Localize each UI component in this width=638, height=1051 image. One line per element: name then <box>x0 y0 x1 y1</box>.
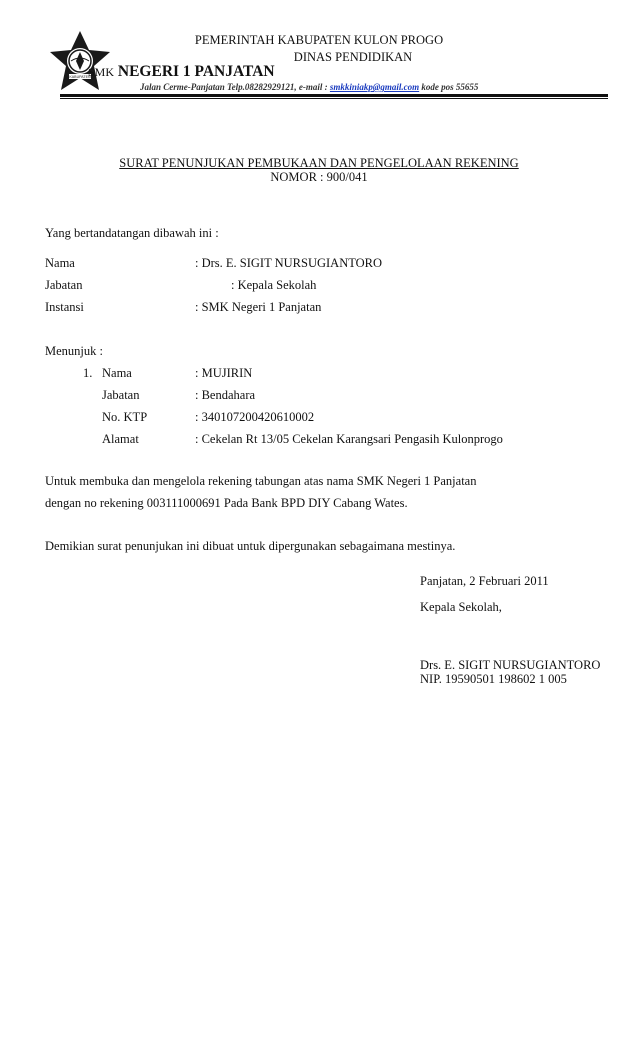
letterhead-rule-thick <box>60 94 608 97</box>
address-text: Jalan Cerme-Panjatan Telp.08282929121, e-mail : <box>140 82 328 92</box>
signer-agency-label: Instansi <box>45 300 84 314</box>
appoints-text: Menunjuk : <box>45 344 103 358</box>
postal-code: kode pos 55655 <box>421 82 479 92</box>
signer-position-value: : Kepala Sekolah <box>231 278 317 292</box>
appointee-ktp-label: No. KTP <box>102 410 148 424</box>
appointee-address-label: Alamat <box>102 432 139 446</box>
signer-name-label: Nama <box>45 256 75 270</box>
signer-name-value: : Drs. E. SIGIT NURSUGIANTORO <box>195 256 383 270</box>
appointee-position-label: Jabatan <box>102 388 140 402</box>
school-prefix: SMK <box>88 65 115 79</box>
department-name: DINAS PENDIDIKAN <box>293 50 413 64</box>
signer-agency-value: : SMK Negeri 1 Panjatan <box>195 300 322 314</box>
letterhead-rule-thin <box>60 98 608 99</box>
appointee-ktp-value: : 340107200420610002 <box>195 410 315 424</box>
email-link[interactable]: smkkiniakp@gmail.com <box>329 82 420 92</box>
school-name-text: NEGERI 1 PANJATAN <box>117 63 275 80</box>
closing-text: Demikian surat penunjukan ini dibuat untuk dipergunakan sebagaimana mestinya. <box>45 539 456 553</box>
letter-title: SURAT PENUNJUKAN PEMBUKAAN DAN PENGELOLAAN REKENING <box>119 156 519 170</box>
purpose-line-2: dengan no rekening 003111000691 Pada Bank BPD DIY Cabang Wates. <box>45 496 408 510</box>
appointee-number: 1. <box>83 366 93 380</box>
appointee-name-label: Nama <box>102 366 132 380</box>
school-address <box>140 82 478 92</box>
letter-number: NOMOR : 900/041 <box>270 170 368 184</box>
signature-name: Drs. E. SIGIT NURSUGIANTORO <box>420 658 601 672</box>
intro-text: Yang bertandatangan dibawah ini : <box>45 226 219 240</box>
government-name: PEMERINTAH KABUPATEN KULON PROGO <box>194 33 444 47</box>
appointee-name-value: : MUJIRIN <box>195 366 253 380</box>
purpose-line-1: Untuk membuka dan mengelola rekening tabungan atas nama SMK Negeri 1 Panjatan <box>45 474 477 488</box>
svg-text:KABUPATEN: KABUPATEN <box>69 75 91 79</box>
signature-place-date: Panjatan, 2 Februari 2011 <box>420 574 549 588</box>
signature-nip: NIP. 19590501 198602 1 005 <box>420 672 567 686</box>
signer-position-label: Jabatan <box>45 278 83 292</box>
school-name <box>88 63 275 81</box>
appointee-address-value: : Cekelan Rt 13/05 Cekelan Karangsari Pengasih Kulonprogo <box>195 432 503 446</box>
signature-role: Kepala Sekolah, <box>420 600 502 614</box>
appointee-position-value: : Bendahara <box>195 388 256 402</box>
